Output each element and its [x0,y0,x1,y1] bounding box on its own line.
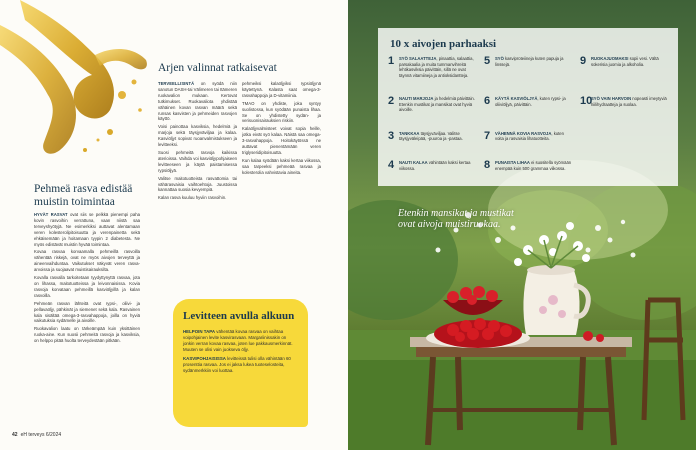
tip-body: , kuten voita ja rasvaisia lihatuotteita. [495,130,564,142]
tip-item [484,56,572,93]
page-number: 42 [12,432,18,438]
tips-panel [378,28,678,186]
body-paragraph [34,249,140,273]
right-page [348,0,696,450]
tip-body: täysjyväviljaa. Valitse täysjyväleipää, -puuroa ja -pastaa. [399,130,463,142]
paragraph-lead: HYVÄT RASVAT [34,212,68,217]
tip-item [484,131,572,157]
paragraph-text: Voisi painottaa kasviksia, hedelmiä ja marjoja sekä täysjyväviljaa ja kalaa. Kasviöljyt sopivat ruoanvalmistukseen ja levitteeksi. [158,124,237,148]
tip-text [495,160,572,171]
tip-text [591,96,668,107]
tip-lead: PUNAISTA LIHAA [495,159,530,165]
tip-number: 8 [484,158,491,171]
tip-item [580,56,668,93]
oil-splash-illustration [0,0,150,175]
tip-number: 10 [580,95,593,108]
body-paragraph [242,101,321,125]
paragraph-text: Kalaöljyvalmisteet voivat sopia heille, jotka eivät syö kalaa. Näistä saa omega-3-rasvahappoja. Hoitokäytössä ne auttavat pienentämään veren triglyseridipitoisuutta. [242,126,321,155]
tip-body: , kuten rypsi- ja oliiviöljyä, päivittäin. [495,96,566,107]
tip-item [388,96,476,128]
tip-number: 9 [580,55,587,67]
subsection-heading: Pehmeä rasva edistää muistin toimintaa [34,183,133,208]
tip-text [591,56,668,67]
info-box-paragraph [183,356,298,374]
paragraph-lead: TERVEELLISINTÄ [158,81,195,86]
section-heading: Arjen valinnat ratkaisevat [158,62,277,74]
tip-number: 6 [484,95,491,108]
info-box-heading: Levitteen avulla alkuun [183,310,295,322]
tip-body: vähintään kaksi kertaa viikossa. [399,159,471,171]
tip-item [388,56,476,93]
paragraph-text: Kovaa rasvaa korvaamalla pehmeillä rasvoilla vähentää riskejä, ovat ne myös aivojen terveyttä ja aineenvaihduntaa. Vaikutukset näkyvät veren rasva-arvoissa ja suojaavat muistisairauksilta. [34,249,140,273]
text-column-1 [34,212,140,434]
paragraph-text: Pehmeän rasvan lähteitä ovat rypsi-, oliivi- ja pellavaöljy, pähkinät ja siemenet sekä kala. Rasvainen kala sisältää omega-3-rasvahappoja, joilla on hyviä vaikutuksia sydämelle ja aivoille. [34,300,140,324]
tip-body: ja hedelmiä päivittäin. Etenkin mustikat ja mansikat ovat hyviä aivoille. [399,96,475,113]
body-paragraph [34,212,140,247]
body-paragraph [158,176,237,194]
tip-lead: NAUTI MARJOJA [399,96,434,102]
tip-text [399,131,476,142]
body-paragraph [34,275,140,299]
tip-text [495,131,572,142]
tip-lead: RUOKAJUOMAKSI [591,56,629,61]
info-box-text: vähentää kovaa rasvaa on vaihtaa voipohjainen levite kasvirasvaan. Margariinissakin on jonkin verran kovaa rasvaa, joten lue pakkausmerkinnät. Muuten se olisi vain juokseva öljy. [183,328,293,352]
info-box-paragraph [183,329,298,353]
paragraph-text: Kovalla rasvalla tarkoitetaan tyydyttynyttä rasvaa, jota on lihassa, maitotuotteissa ja leivonnaisissa. Kovia rasvoja korvataan pehmeillä kasviöljyillä ja kalan rasvoilla. [34,275,140,298]
info-box [173,299,308,427]
tip-lead: NAUTI KALAA [399,159,428,165]
body-paragraph [242,81,321,99]
body-paragraph [158,150,237,174]
info-box-lead: HELPOIN TAPA [183,328,216,334]
paragraph-text: Suosi pehmeitä rasvoja kaikissa aterioissa. Vaihda voi kasviöljypohjaiseen levitteeseen ja käytä paistamisessa rypsiöljyä. [158,149,237,173]
tip-number: 3 [388,129,395,142]
tip-item [388,160,476,186]
tip-text [495,96,572,107]
body-paragraph [242,158,321,176]
tip-lead: SYÖ [495,56,504,61]
tip-number: 1 [388,55,395,67]
info-box-lead: KASVIPOHJAISISSA [183,355,226,361]
tip-number: 2 [388,95,395,108]
tip-item [484,160,572,186]
tip-lead: SYÖ VAIN HARVOIN [591,96,632,102]
paragraph-text: TMAO on yhdiste, joka syntyy suolistossa, kun syödään punaista lihaa. Se on yhdistetty sydän- ja verisuonisairauksien riskiin. [242,100,321,124]
body-paragraph [158,81,237,122]
tip-text [399,160,476,171]
tips-list [388,56,668,186]
tip-lead: TANKKAA [399,130,420,136]
paragraph-text: Valitse maitotuotteista rasvattomia tai vähärasvaisia vaihtoehtoja. Juustoissa kannattaa suosia kevyempiä. [158,175,237,193]
tip-text [495,56,572,67]
tip-item [580,96,668,128]
tip-lead: KÄYTÄ KASVIÖLJYÄ [495,96,538,102]
body-paragraph [158,124,237,148]
paragraph-text: ovat siis se pelkkä pienempi paha kovin rasvoihin verrattuna, vaan niistä saa terveyshyötyjä. Ne esimerkiksi auttavat alentamaan veren kolesterolipitoisuutta ja verenpainetta sekä ehkäisemään ja hoitamaan tyypin 2 diabetesta. Ne myös edistävät muistin hyvää toimintaa. [34,212,140,247]
tip-number: 7 [484,129,491,142]
tips-title: 10 x aivojen parhaaksi [390,38,497,50]
paragraph-text: pehmeiksi kalaöljyiksi rypsiöljynä käytettynä. Kalasta saat omega-3-rasvahappoja ja D-vitamiinia. [242,81,321,98]
paragraph-text: Kun kalaa syödään kaksi kertaa viikossa, saa tarpeeksi pehmeää rasvaa ja kolesterolia vahvistavia aineita. [242,157,321,175]
tip-item [484,96,572,128]
tip-body: , pinaattia, salaattia, parsakaalia ja muita tummanvihreitä lehtikasviksia päivittäin, sillä ne ovat täynnä vitamiineja ja antioksidantteja. [399,56,474,78]
body-paragraph [34,326,140,344]
text-column-2 [158,81,237,293]
paragraph-text: Ruokavalion laatu on tärkeämpää kuin yksittäinen ruoka-aine. Kun suosii pehmeitä rasvoja ja kasviksia, on helppo pitää huolta terveydestään pitkään. [34,326,140,344]
tip-body: kasviproteiineja kuten papuja ja linssejä. [495,56,564,67]
photo-caption: Etenkin mansikat ja mustikat ovat aivoja muistiruokaa. [398,208,514,230]
tip-lead: SYÖ SALAATTEJA [399,56,437,61]
tip-body: sopii vesi. Vältä sokerisia juomia ja alkoholia. [591,56,659,67]
tip-number: 5 [484,55,491,67]
tip-text [399,56,476,78]
tip-body: nopeasti imeytyviä hiilihydraatteja ja suolaa. [591,96,667,107]
tip-lead: VÄHENNÄ KOVIA RASVOJA [495,130,552,136]
body-paragraph [158,195,237,201]
magazine-issue: eH terveys 6/2024 [20,432,62,438]
text-column-3 [242,81,321,293]
info-box-text: levitteissä tulisi olla vähintään 60 prosenttia rasvaa. Jos ei jaksa lukea tuoteselosteita, sydänmerkkiin voi luottaa. [183,355,291,373]
tip-number: 4 [388,158,395,171]
body-paragraph [34,301,140,325]
tip-item [388,131,476,157]
tip-text [399,96,476,113]
page-folio [12,432,61,438]
tip-body: ei suositella syömään enempää kuin 500 grammaa viikossa. [495,159,572,171]
paragraph-text: Kalan rasva kuuluu hyviin rasvoihin. [158,195,227,201]
body-paragraph [242,126,321,156]
paragraph-text: on syödä niin sanotun DASH-tai Välimeren tai Itämeren ruokavalion mukaan. Kertovat tutkimukset. Ruokavaliota yhdistää vähäinen kovan rasvan määrä sekä runsas kasvisten ja pehmeiden rasvojen käyttö. [158,81,237,122]
